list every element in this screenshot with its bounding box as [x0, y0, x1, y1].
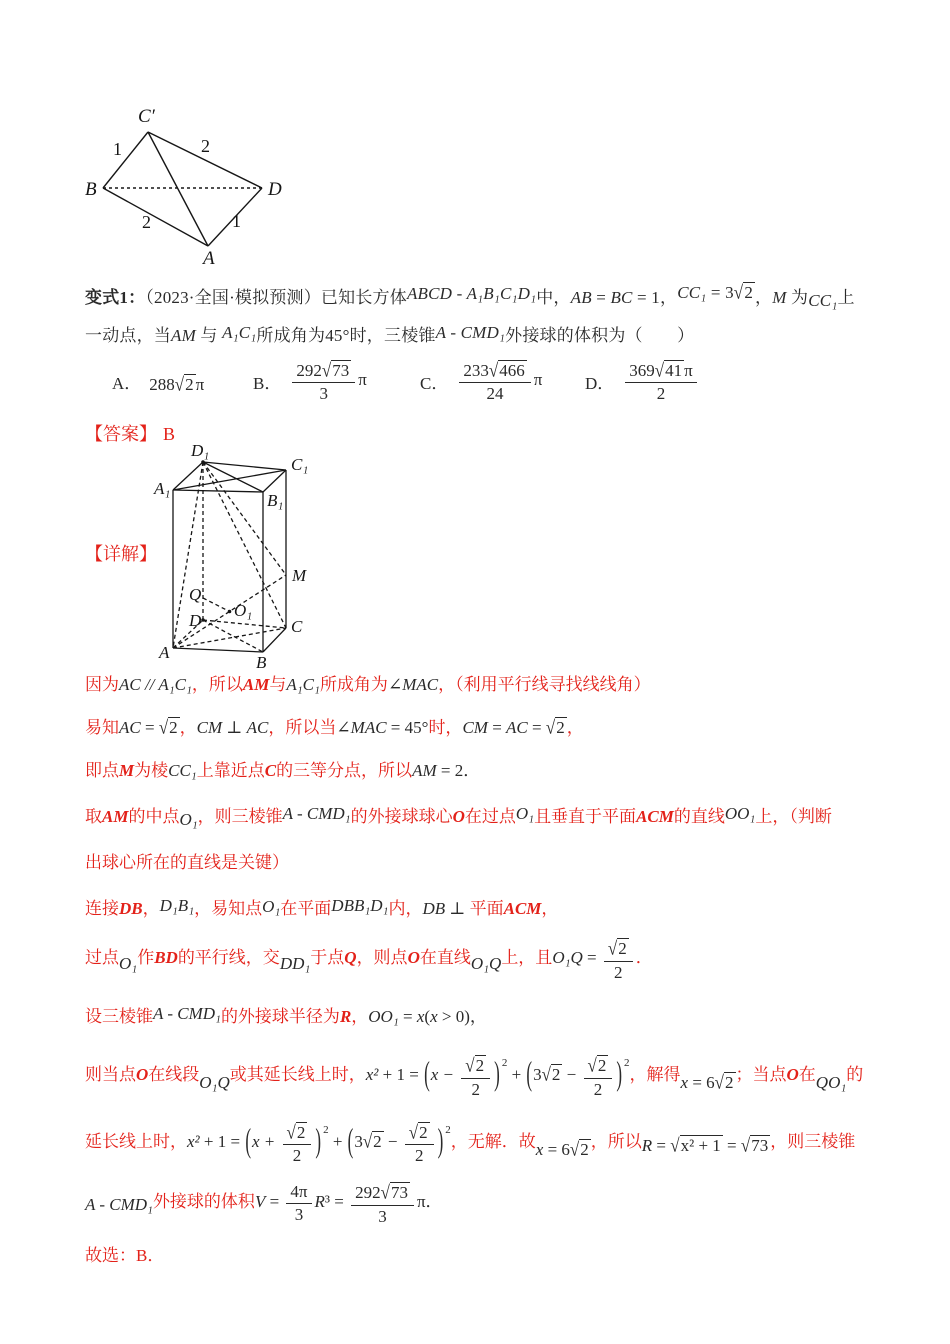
prism-label-a1: A₁ — [154, 479, 171, 498]
prism-label-m: M — [292, 566, 307, 585]
solution-line-7: 过点O₁作BD的平行线，交DD₁于点Q，则点O在直线O₁Q上，且O₁Q = $\frac{√2}{2}$ ． — [85, 937, 653, 982]
option-d-value: $\frac{369√41 \pi}{2}$ — [622, 359, 699, 403]
figure-prism — [153, 440, 358, 675]
prism-label-d1: D₁ — [191, 441, 210, 460]
edge-label-cd: 2 — [201, 136, 210, 156]
answer-value: B — [163, 424, 176, 444]
solution-line-5: 出球心所在的直线是关键） — [85, 853, 289, 872]
figure-quadrilateral — [82, 102, 322, 270]
solution-line-8: 设三棱锥A - CMD₁的外接球半径为R，OO₁ = x(x > 0)， — [85, 1004, 487, 1027]
solution-line-10: 延长线上时，x² + 1 = (x + $\frac{√2}{2}$ ) $^2$ + (3√2 − $\frac{√2}{2}$ ) $^2$，无解．故x = 6√2 ，所以R = √x² + 1 = √73 ，则三棱锥 — [85, 1121, 856, 1166]
solution-line-2: 易知AC = √2 ，CM ⊥ AC，所以当∠MAC = 45°时，CM = AC = √2 ， — [85, 716, 584, 739]
solution-line-1: 因为AC // A₁C₁，所以AM与A₁C₁所成角为∠MAC，（利用平行线寻找线线角） — [85, 675, 651, 694]
solution-line-11: A - CMD₁外接球的体积V = $\frac{4\pi}{3}$ R³ = $\frac{292√73}{3}$ π． — [85, 1181, 443, 1226]
detail-label: 【详解】 — [85, 544, 157, 564]
answer-label: 【答案】 — [85, 424, 157, 444]
option-c-label: C． — [420, 373, 449, 393]
solution-line-9: 则当点O在线段O₁Q或其延长线上时，x² + 1 = (x − $\frac{√2}{2}$ ) $^2$ + (3√2 − $\frac{√2}{2}$ ) $^2$，解得x = 6√2 ；当点O在QO₁的 — [85, 1054, 864, 1099]
prism-label-c: C — [291, 617, 303, 636]
options-row — [112, 352, 902, 412]
option-c-value: $\frac{233√466}{24}$ π — [456, 359, 542, 403]
option-b-label: B． — [253, 373, 282, 393]
prism-label-a: A — [159, 643, 170, 662]
vertex-label-d: D — [268, 179, 282, 200]
vertex-label-c-prime: C′ — [138, 106, 155, 127]
option-a-label: A． — [112, 373, 142, 393]
option-a — [112, 352, 204, 410]
solution-line-4: 取AM的中点O₁，则三棱锥A - CMD₁的外接球球心O在过点O₁且垂直于平面ACM的直线OO₁上，（判断 — [85, 804, 832, 829]
edge-label-ba: 2 — [142, 212, 151, 232]
edge-label-ad: 1 — [232, 211, 241, 231]
prism-label-c1: C₁ — [291, 455, 309, 474]
prism-label-d: D — [189, 611, 202, 630]
option-b-value: $\frac{292√73}{3}$ π — [289, 359, 366, 403]
option-d-label: D． — [585, 373, 615, 393]
edge-label-bc: 1 — [113, 139, 122, 159]
vertex-label-b: B — [85, 179, 97, 200]
option-b — [253, 352, 367, 410]
option-d — [585, 352, 700, 410]
option-a-value: 288√2 π — [149, 373, 205, 395]
conclusion-line: 故选：B． — [85, 1246, 165, 1266]
vertex-label-a: A — [203, 248, 215, 269]
problem-text-line-1: 变式1：（2023·全国·模拟预测）已知长方体ABCD - A₁B₁C₁D₁中，AB = BC = 1，CC₁ = 3√2 ，M 为CC₁上 — [85, 281, 855, 310]
solution-line-3: 即点M为棱CC₁上靠近点C的三等分点，所以AM = 2． — [85, 761, 481, 780]
solution-body — [85, 670, 920, 1284]
prism-label-b: B — [256, 653, 267, 672]
problem-text-line-2: 一动点，当AM 与 A₁C₁所成角为45°时，三棱锥A - CMD₁外接球的体积为（ ） — [85, 323, 695, 345]
solution-line-6: 连接DB，D₁B₁，易知点O₁在平面DBB₁D₁内，DB ⊥ 平面ACM， — [85, 896, 559, 918]
prism-label-o1: O₁ — [234, 601, 253, 620]
prism-label-q: Q — [189, 585, 202, 604]
option-c — [420, 352, 542, 410]
prism-label-b1: B₁ — [267, 491, 284, 510]
